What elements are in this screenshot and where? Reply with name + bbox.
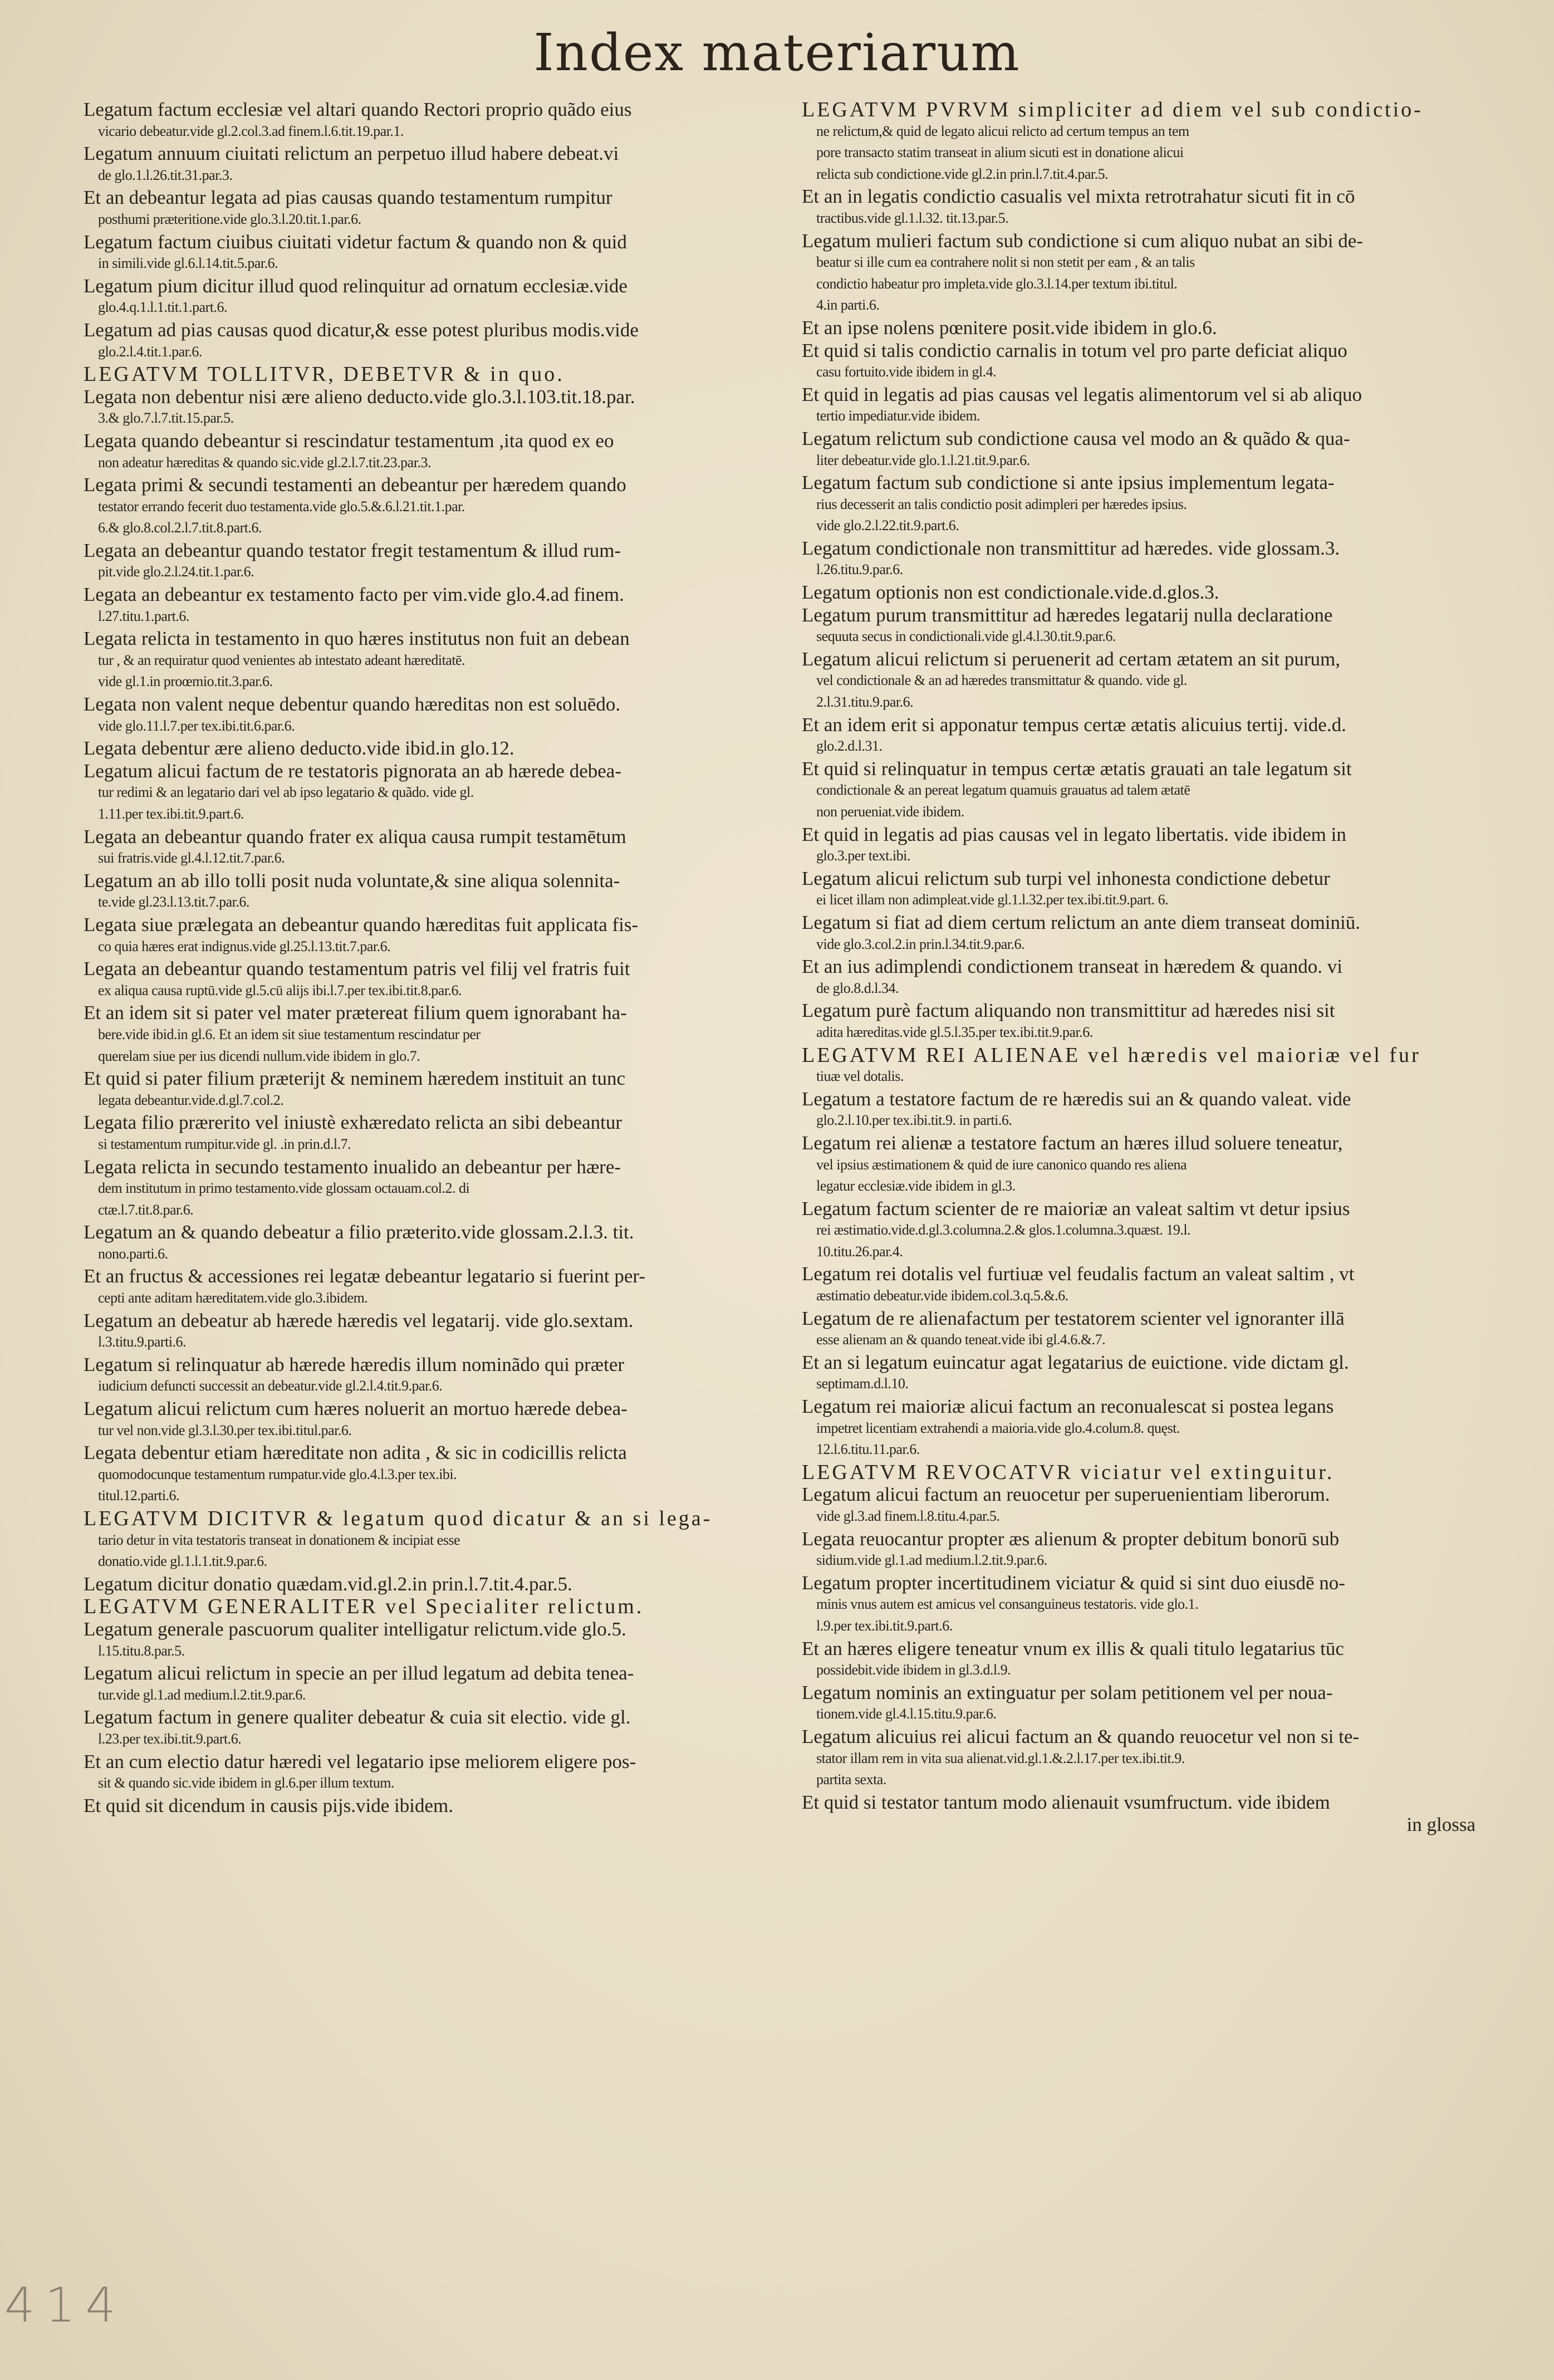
right-entry-line: Legata reuocantur propter æs alienum & propter debitum bonorū sub (802, 1527, 1340, 1550)
left-entry-line: Legata debentur ære alieno deducto.vide ibid.in glo.12. (84, 737, 514, 760)
right-entry-line: æstimatio debeatur.vide ibidem.col.3.q.5.&.6. (816, 1287, 1068, 1304)
right-entry-line: Et an si legatum euincatur agat legatarius de euictione. vide dictam gl. (802, 1351, 1349, 1373)
right-entry (802, 1682, 1498, 1725)
left-entry-line: LEGATVM TOLLITVR, DEBETVR & in quo. (84, 363, 565, 386)
right-entry-line: tertio impediatur.vide ibidem. (816, 408, 981, 424)
left-entry-line: l.3.titu.9.parti.6. (98, 1334, 187, 1350)
left-entry (84, 232, 780, 275)
left-entry-line: Et an cum electio datur hæredi vel legatario ipse meliorem eligere pos- (84, 1750, 636, 1772)
left-entry-line: non adeatur hæreditas & quando sic.vide gl.2.l.7.tit.23.par.3. (98, 454, 431, 471)
left-entry (84, 1619, 780, 1662)
left-entry-line: tario detur in vita testatoris transeat in donationem & incipiat esse (98, 1531, 460, 1548)
left-entry-line: Et quid si pater filium præterijt & neminem hæredem instituit an tunc (84, 1067, 626, 1090)
left-entry-line: Et quid sit dicendum in causis pijs.vide ibidem. (84, 1794, 453, 1816)
right-entry (802, 1352, 1498, 1395)
left-entry-line: Legatum pium dicitur illud quod relinquitur ad ornatum ecclesiæ.vide (84, 275, 628, 297)
right-entry (802, 1638, 1498, 1681)
right-entry-line: Et an ipse nolens pœnitere posit.vide ibidem in glo.6. (802, 316, 1217, 339)
left-entry-line: Legata non valent neque debentur quando hæreditas non est soluēdo. (84, 693, 621, 716)
right-column (802, 99, 1498, 1837)
left-entry-line: Legata quando debeantur si rescindatur testamentum ,ita quod ex eo (84, 429, 614, 452)
right-entry-line: Legatum alicui factum an reuocetur per superuenientiam liberorum. (802, 1483, 1330, 1506)
right-entry (802, 758, 1498, 823)
left-entry-line: Legatum factum ecclesiæ vel altari quando Rectori proprio quãdo eius (84, 99, 632, 120)
right-entry-line: Legatum purè factum aliquando non transmittitur ad hæredes nisi sit (802, 1000, 1335, 1022)
left-entry (84, 1663, 780, 1706)
right-entry-line: Legatum alicuius rei alicui factum an & quando reuocetur vel non si te- (802, 1725, 1360, 1747)
right-entry-line: Legatum purum transmittitur ad hæredes legatarij nulla declaratione (802, 604, 1333, 626)
left-entry (84, 1068, 780, 1111)
left-entry (84, 386, 780, 429)
left-entry-line: legata debeantur.vide.d.gl.7.col.2. (98, 1091, 284, 1108)
left-entry-line: 6.& glo.8.col.2.l.7.tit.8.part.6. (98, 520, 262, 536)
left-entry (84, 276, 780, 319)
right-entry-line: Legatum factum scienter de re maioriæ an valeat saltim vt detur ipsius (802, 1197, 1350, 1220)
right-entry-line: Legatum rei alienæ a testatore factum an hæres illud soluere teneatur, (802, 1132, 1343, 1154)
right-entry (802, 99, 1498, 185)
left-entry (84, 1574, 780, 1595)
left-entry-line: vide glo.11.l.7.per tex.ibi.tit.6.par.6. (98, 717, 295, 734)
right-entry (802, 1396, 1498, 1461)
left-entry (84, 1442, 780, 1507)
left-entry-line: nono.parti.6. (98, 1245, 168, 1262)
right-entry (802, 231, 1498, 316)
right-entry-line: Et an ius adimplendi condictionem transeat in hæredem & quando. vi (802, 956, 1343, 978)
right-entry-line: Et quid in legatis ad pias causas vel legatis alimentorum vel si ab aliquo (802, 383, 1362, 405)
right-entry-line: l.26.titu.9.par.6. (816, 561, 903, 578)
right-entry-line: minis vnus autem est amicus vel consanguineus testatoris. vide glo.1. (816, 1596, 1199, 1613)
right-entry (802, 428, 1498, 471)
left-entry (84, 540, 780, 583)
left-entry (84, 914, 780, 957)
left-entry (84, 1222, 780, 1265)
right-entry (802, 1529, 1498, 1571)
left-entry-line: de glo.1.l.26.tit.31.par.3. (98, 166, 233, 183)
right-entry-line: glo.2.d.l.31. (816, 738, 883, 755)
right-entry-line: glo.3.per text.ibi. (816, 848, 910, 864)
left-entry-line: tur , & an requiratur quod venientes ab intestato adeant hæreditatē. (98, 652, 465, 668)
left-entry-line: Legatum alicui relictum cum hæres noluerit an mortuo hærede debea- (84, 1398, 628, 1420)
right-entry-line: Legatum nominis an extinguatur per solam petitionem vel per noua- (802, 1681, 1333, 1703)
left-entry-line: vide gl.1.in proœmio.tit.3.par.6. (98, 673, 273, 690)
right-entry-line: Et quid in legatis ad pias causas vel in legato libertatis. vide ibidem in (802, 823, 1346, 845)
left-entry-line: ctæ.l.7.tit.8.par.6. (98, 1201, 194, 1218)
left-entry-line: Legata an debeantur quando frater ex aliqua causa rumpit testamētum (84, 825, 626, 848)
left-entry-line: Legata non debentur nisi ære alieno deducto.vide glo.3.l.103.tit.18.par. (84, 385, 635, 408)
right-entry-line: Legatum rei maioriæ alicui factum an reconualescat si postea legans (802, 1395, 1334, 1418)
right-entry-line: Legatum mulieri factum sub condictione si cum aliquo nubat an sibi de- (802, 229, 1363, 252)
right-entry-line: 10.titu.26.par.4. (816, 1243, 903, 1260)
left-entry-line: testator errando fecerit duo testamenta.vide glo.5.&.6.l.21.tit.1.par. (98, 498, 465, 515)
right-entry-line: Legatum si fiat ad diem certum relictum an ante diem transeat dominiū. (802, 911, 1361, 933)
right-entry-line: Et an hæres eligere teneatur vnum ex illis & quali titulo legatarius tūc (802, 1637, 1344, 1659)
right-entry (802, 868, 1498, 911)
left-entry-line: Legatum alicui factum de re testatoris pignorata an ab hærede debea- (84, 760, 621, 782)
left-entry-line: LEGATVM DICITVR & legatum quod dicatur & an si lega- (84, 1507, 713, 1530)
left-entry-line: vicario debeatur.vide gl.2.col.3.ad finem.l.6.tit.19.par.1. (98, 123, 404, 139)
right-entry-line: Legatum factum sub condictione si ante ipsius implementum legata- (802, 472, 1335, 494)
right-entry (802, 538, 1498, 581)
left-entry (84, 584, 780, 627)
right-entry-line: non perueniat.vide ibidem. (816, 804, 964, 820)
left-entry-line: cepti ante aditam hæreditatem.vide glo.3.ibidem. (98, 1290, 368, 1306)
left-entry-line: ex aliqua causa ruptū.vide gl.5.cū alijs ibi.l.7.per tex.ibi.tit.8.par.6. (98, 982, 462, 998)
right-entry-line: pore transacto statim transeat in alium sicuti est in donatione alicui (816, 144, 1184, 161)
left-entry (84, 1112, 780, 1155)
left-entry (84, 1508, 780, 1573)
left-entry (84, 1707, 780, 1750)
left-entry-line: dem institutum in primo testamento.vide glossam octauam.col.2. di (98, 1180, 470, 1197)
left-entry-line: tur vel non.vide gl.3.l.30.per tex.ibi.titul.par.6. (98, 1422, 352, 1438)
left-entry-line: l.27.titu.1.part.6. (98, 608, 189, 624)
right-entry-line: Et quid si testator tantum modo alienauit vsumfructum. vide ibidem (802, 1791, 1330, 1813)
right-entry-line: 12.l.6.titu.11.par.6. (816, 1441, 920, 1458)
left-entry-line: tur.vide gl.1.ad medium.l.2.tit.9.par.6. (98, 1686, 306, 1703)
right-entry-line: tionem.vide gl.4.l.15.titu.9.par.6. (816, 1706, 997, 1722)
right-entry-line: vel ipsius æstimationem & quid de iure canonico quando res aliena (816, 1156, 1187, 1173)
right-entry-line: LEGATVM PVRVM simpliciter ad diem vel sub condictio- (802, 98, 1423, 121)
left-entry-line: donatio.vide gl.1.l.1.tit.9.par.6. (98, 1553, 267, 1570)
right-entry (802, 186, 1498, 229)
left-entry-line: glo.4.q.1.l.1.tit.1.part.6. (98, 299, 228, 316)
right-entry (802, 1462, 1498, 1483)
left-entry-line: Legata filio prærerito vel iniustè exhæredato relicta an sibi debeantur (84, 1111, 622, 1134)
left-entry (84, 99, 780, 142)
right-entry-line: condictionale & an pereat legatum quamuis grauatus ad talem ætatē (816, 782, 1190, 799)
right-entry-line: possidebit.vide ibidem in gl.3.d.l.9. (816, 1662, 1011, 1678)
left-entry-line: Legata an debeantur quando testamentum patris vel filij vel fratris fuit (84, 958, 630, 980)
right-entry (802, 1045, 1498, 1088)
left-entry-line: in simili.vide gl.6.l.14.tit.5.par.6. (98, 255, 278, 272)
left-entry (84, 1596, 780, 1618)
left-entry-line: sit & quando sic.vide ibidem in gl.6.per illum textum. (98, 1775, 394, 1791)
right-entry-line: rei æstimatio.vide.d.gl.3.columna.2.& glos.1.columna.3.quæst. 19.l. (816, 1222, 1191, 1238)
right-entry (802, 582, 1498, 604)
left-entry (84, 1002, 780, 1067)
right-entry-line: condictio habeatur pro impleta.vide glo.3.l.14.per textum ibi.titul. (816, 275, 1178, 292)
right-entry (802, 1198, 1498, 1263)
right-entry-line: esse alienam an & quando teneat.vide ibi gl.4.6.&.7. (816, 1331, 1106, 1348)
right-entry-line: vel condictionale & an ad hæredes transmittatur & quando. vide gl. (816, 672, 1187, 689)
left-entry (84, 1795, 780, 1817)
right-entry-line: Et quid si talis condictio carnalis in totum vel pro parte deficiat aliquo (802, 339, 1347, 361)
left-entry-line: Legatum ad pias causas quod dicatur,& esse potest pluribus modis.vide (84, 319, 639, 341)
left-entry-line: Legatum dicitur donatio quædam.vid.gl.2.in prin.l.7.tit.4.par.5. (84, 1573, 572, 1595)
right-entry-line: Et quid si relinquatur in tempus certæ ætatis grauati an tale legatum sit (802, 757, 1352, 780)
right-entry (802, 384, 1498, 427)
page-title: Index materiarum (533, 23, 1021, 82)
right-entry-line: septimam.d.l.10. (816, 1375, 909, 1392)
right-entry (802, 824, 1498, 867)
right-entry-line: Legatum condictionale non transmittitur ad hæredes. vide glossam.3. (802, 537, 1340, 559)
right-entry-line: Legatum alicui relictum sub turpi vel inhonesta condictione debetur (802, 867, 1330, 889)
left-entry-line: Et an debeantur legata ad pias causas quando testamentum rumpitur (84, 187, 612, 209)
left-entry-line: Legata debentur etiam hæreditate non adita , & sic in codicillis relicta (84, 1442, 627, 1464)
left-entry-line: Legatum generale pascuorum qualiter intelligatur relictum.vide glo.5. (84, 1618, 626, 1640)
right-entry-line: tractibus.vide gl.1.l.32. tit.13.par.5. (816, 209, 1009, 226)
right-entry (802, 649, 1498, 713)
right-entry (802, 472, 1498, 537)
right-entry-line: 4.in parti.6. (816, 297, 880, 314)
left-entry-line: l.23.per tex.ibi.tit.9.part.6. (98, 1730, 242, 1747)
left-entry-line: titul.12.parti.6. (98, 1487, 180, 1504)
right-entry-line: Legatum relictum sub condictione causa vel modo an & quãdo & qua- (802, 427, 1350, 449)
right-entry-line: Et an in legatis condictio casualis vel mixta retrotrahatur sicuti fit in cō (802, 185, 1355, 208)
right-entry (802, 1264, 1498, 1306)
left-entry-line: Legatum alicui relictum in specie an per illud legatum ad debita tenea- (84, 1662, 634, 1684)
right-entry-line: vide gl.3.ad finem.l.8.titu.4.par.5. (816, 1508, 1000, 1524)
left-entry (84, 364, 780, 385)
left-entry-line: Legatum an ab illo tolli posit nuda voluntate,& sine aliqua solennita- (84, 869, 620, 892)
left-entry-line: Legata primi & secundi testamenti an debeantur per hæredem quando (84, 474, 626, 496)
left-entry (84, 958, 780, 1001)
page-number: 414 (4, 2278, 126, 2333)
right-entry (802, 1133, 1498, 1197)
right-entry-line: impetret licentiam extrahendi a maioria.vide glo.4.colum.8. quęst. (816, 1419, 1180, 1436)
left-entry-line: 3.& glo.7.l.7.tit.15.par.5. (98, 410, 234, 427)
right-entry-line: ei licet illam non adimpleat.vide gl.1.l.32.per tex.ibi.tit.9.part. 6. (816, 892, 1169, 908)
left-entry-line: tur redimi & an legatario dari vel ab ipso legatario & quãdo. vide gl. (98, 784, 474, 801)
right-entry-line: legatur ecclesiæ.vide ibidem in gl.3. (816, 1178, 1016, 1194)
left-entry (84, 738, 780, 760)
right-entry-line: relicta sub condictione.vide gl.2.in prin.l.7.tit.4.par.5. (816, 165, 1109, 182)
left-entry-line: sui fratris.vide gl.4.l.12.tit.7.par.6. (98, 850, 285, 866)
left-entry-line: si testamentum rumpitur.vide gl. .in prin.d.l.7. (98, 1135, 351, 1152)
left-entry-line: Legata an debeantur quando testator fregit testamentum & illud rum- (84, 539, 621, 561)
left-entry-line: Legata siue prælegata an debeantur quando hæreditas fuit applicata fis- (84, 913, 639, 936)
left-entry-line: Et an idem sit si pater vel mater prætereat filium quem ignorabant ha- (84, 1002, 627, 1024)
right-entry-line: Legatum optionis non est condictionale.vide.d.glos.3. (802, 581, 1219, 604)
right-entry-line: 2.l.31.titu.9.par.6. (816, 694, 914, 711)
left-entry (84, 1751, 780, 1794)
right-entry-line: Legatum alicui relictum si peruenerit ad certam ætatem an sit purum, (802, 648, 1341, 670)
right-entry (802, 912, 1498, 955)
left-entry-line: Legata relicta in secundo testamento inualido an debeantur per hære- (84, 1155, 621, 1178)
right-entry (802, 1308, 1498, 1351)
right-entry-line: Legatum a testatore factum de re hæredis sui an & quando valeat. vide (802, 1088, 1351, 1110)
right-entry (802, 1000, 1498, 1043)
left-entry-line: Legatum an debeatur ab hærede hæredis vel legatarij. vide glo.sextam. (84, 1309, 634, 1331)
right-entry (802, 956, 1498, 999)
right-entry-line: sequuta secus in condictionali.vide gl.4.l.30.tit.9.par.6. (816, 628, 1116, 645)
right-entry-line: Et an idem erit si apponatur tempus certæ ætatis alicuius tertij. vide.d. (802, 713, 1346, 736)
left-entry-line: Legatum factum ciuibus ciuitati videtur factum & quando non & quid (84, 231, 627, 253)
right-entry-line: Legatum de re alienafactum per testatorem scienter vel ignoranter illā (802, 1307, 1345, 1329)
left-entry-line: Et an fructus & accessiones rei legatæ debeantur legatario si fuerint per- (84, 1265, 646, 1287)
left-entry (84, 1157, 780, 1221)
right-entry-line: vide glo.2.l.22.tit.9.part.6. (816, 517, 959, 534)
left-entry (84, 826, 780, 869)
left-entry-line: Legatum si relinquatur ab hærede hæredis illum nominãdo qui præter (84, 1353, 625, 1375)
left-entry-line: co quia hæres erat indignus.vide gl.25.l.13.tit.7.par.6. (98, 938, 391, 954)
left-entry (84, 143, 780, 186)
right-entry (802, 1573, 1498, 1637)
left-entry-line: querelam siue per ius dicendi nullum.vide ibidem in glo.7. (98, 1047, 420, 1064)
left-entry (84, 628, 780, 693)
left-column (84, 99, 780, 1818)
left-entry-line: Legatum annuum ciuitati relictum an perpetuo illud habere debeat.vi (84, 143, 619, 165)
right-entry (802, 714, 1498, 757)
right-entry-line: Legatum propter incertitudinem viciatur & quid si sint duo eiusdē no- (802, 1571, 1345, 1594)
left-entry (84, 870, 780, 913)
left-entry (84, 1310, 780, 1353)
right-entry-line: stator illam rem in vita sua alienat.vid.gl.1.&.2.l.17.per tex.ibi.tit.9. (816, 1750, 1185, 1766)
right-entry-line: adita hæreditas.vide gl.5.l.35.per tex.ibi.tit.9.par.6. (816, 1024, 1093, 1040)
left-entry (84, 430, 780, 473)
right-entry-line: l.9.per tex.ibi.tit.9.part.6. (816, 1617, 953, 1634)
right-entry-line: sidium.vide gl.1.ad medium.l.2.tit.9.par.6. (816, 1552, 1047, 1569)
right-entry (802, 605, 1498, 648)
left-entry-line: Legata an debeantur ex testamento facto per vim.vide glo.4.ad finem. (84, 584, 624, 606)
right-entry (802, 317, 1498, 339)
right-entry-line: Legatum rei dotalis vel furtiuæ vel feudalis factum an valeat saltim , vt (802, 1263, 1355, 1285)
right-entry (802, 1484, 1498, 1527)
right-entry-line: liter debeatur.vide glo.1.l.21.tit.9.par.6. (816, 452, 1030, 468)
left-entry-line: posthumi præteritione.vide glo.3.l.20.tit.1.par.6. (98, 210, 361, 227)
left-entry-line: te.vide gl.23.l.13.tit.7.par.6. (98, 894, 249, 910)
right-entry-line: beatur si ille cum ea contrahere nolit si non stetit per eam , & an talis (816, 254, 1195, 271)
left-entry-line: Legata relicta in testamento in quo hæres institutus non fuit an debean (84, 628, 630, 650)
left-entry-line: 1.11.per tex.ibi.tit.9.part.6. (98, 806, 244, 822)
left-entry-line: glo.2.l.4.tit.1.par.6. (98, 343, 202, 360)
left-entry-line: quomodocunque testamentum rumpatur.vide glo.4.l.3.per tex.ibi. (98, 1466, 457, 1482)
left-entry-line: Legatum an & quando debeatur a filio præterito.vide glossam.2.l.3. tit. (84, 1221, 634, 1243)
right-entry-line: de glo.8.d.l.34. (816, 980, 899, 996)
left-entry-line: Legatum factum in genere qualiter debeatur & cuia sit electio. vide gl. (84, 1706, 631, 1728)
left-entry (84, 474, 780, 539)
left-entry-line: iudicium defuncti successit an debeatur.vide gl.2.l.4.tit.9.par.6. (98, 1378, 443, 1394)
right-entry-line: partita sexta. (816, 1771, 886, 1788)
left-entry (84, 1266, 780, 1309)
right-entry-line: LEGATVM REI ALIENAE vel hæredis vel maioriæ vel fur (802, 1043, 1421, 1067)
right-entry (802, 1089, 1498, 1132)
right-entry (802, 1726, 1498, 1791)
right-entry-line: ne relictum,& quid de legato alicui relicto ad certum tempus an tem (816, 123, 1189, 139)
left-entry (84, 1354, 780, 1397)
right-entry-line: tiuæ vel dotalis. (816, 1068, 904, 1085)
left-entry-line: bere.vide ibid.in gl.6. Et an idem sit siue testamentum rescindatur per (98, 1026, 481, 1042)
right-entry-line: glo.2.l.10.per tex.ibi.tit.9. in parti.6. (816, 1112, 1012, 1129)
right-entry-line: rius decesserit an talis condictio posit adimpleri per hæredes ipsius. (816, 496, 1187, 512)
right-entry (802, 340, 1498, 383)
left-entry-line: LEGATVM GENERALITER vel Specialiter relictum. (84, 1595, 644, 1619)
left-entry-line: pit.vide glo.2.l.24.tit.1.par.6. (98, 564, 254, 580)
right-entry-line: LEGATVM REVOCATVR viciatur vel extinguitur. (802, 1460, 1335, 1484)
left-entry (84, 1398, 780, 1441)
right-end-reference: in glossa (1406, 1814, 1475, 1836)
right-entry-line: vide glo.3.col.2.in prin.l.34.tit.9.par.6. (816, 936, 1025, 952)
left-entry-line: l.15.titu.8.par.5. (98, 1642, 185, 1659)
left-entry (84, 694, 780, 737)
right-entry (802, 1792, 1498, 1814)
left-entry (84, 320, 780, 363)
right-entry-line: casu fortuito.vide ibidem in gl.4. (816, 364, 997, 380)
left-entry (84, 761, 780, 825)
left-entry (84, 187, 780, 230)
